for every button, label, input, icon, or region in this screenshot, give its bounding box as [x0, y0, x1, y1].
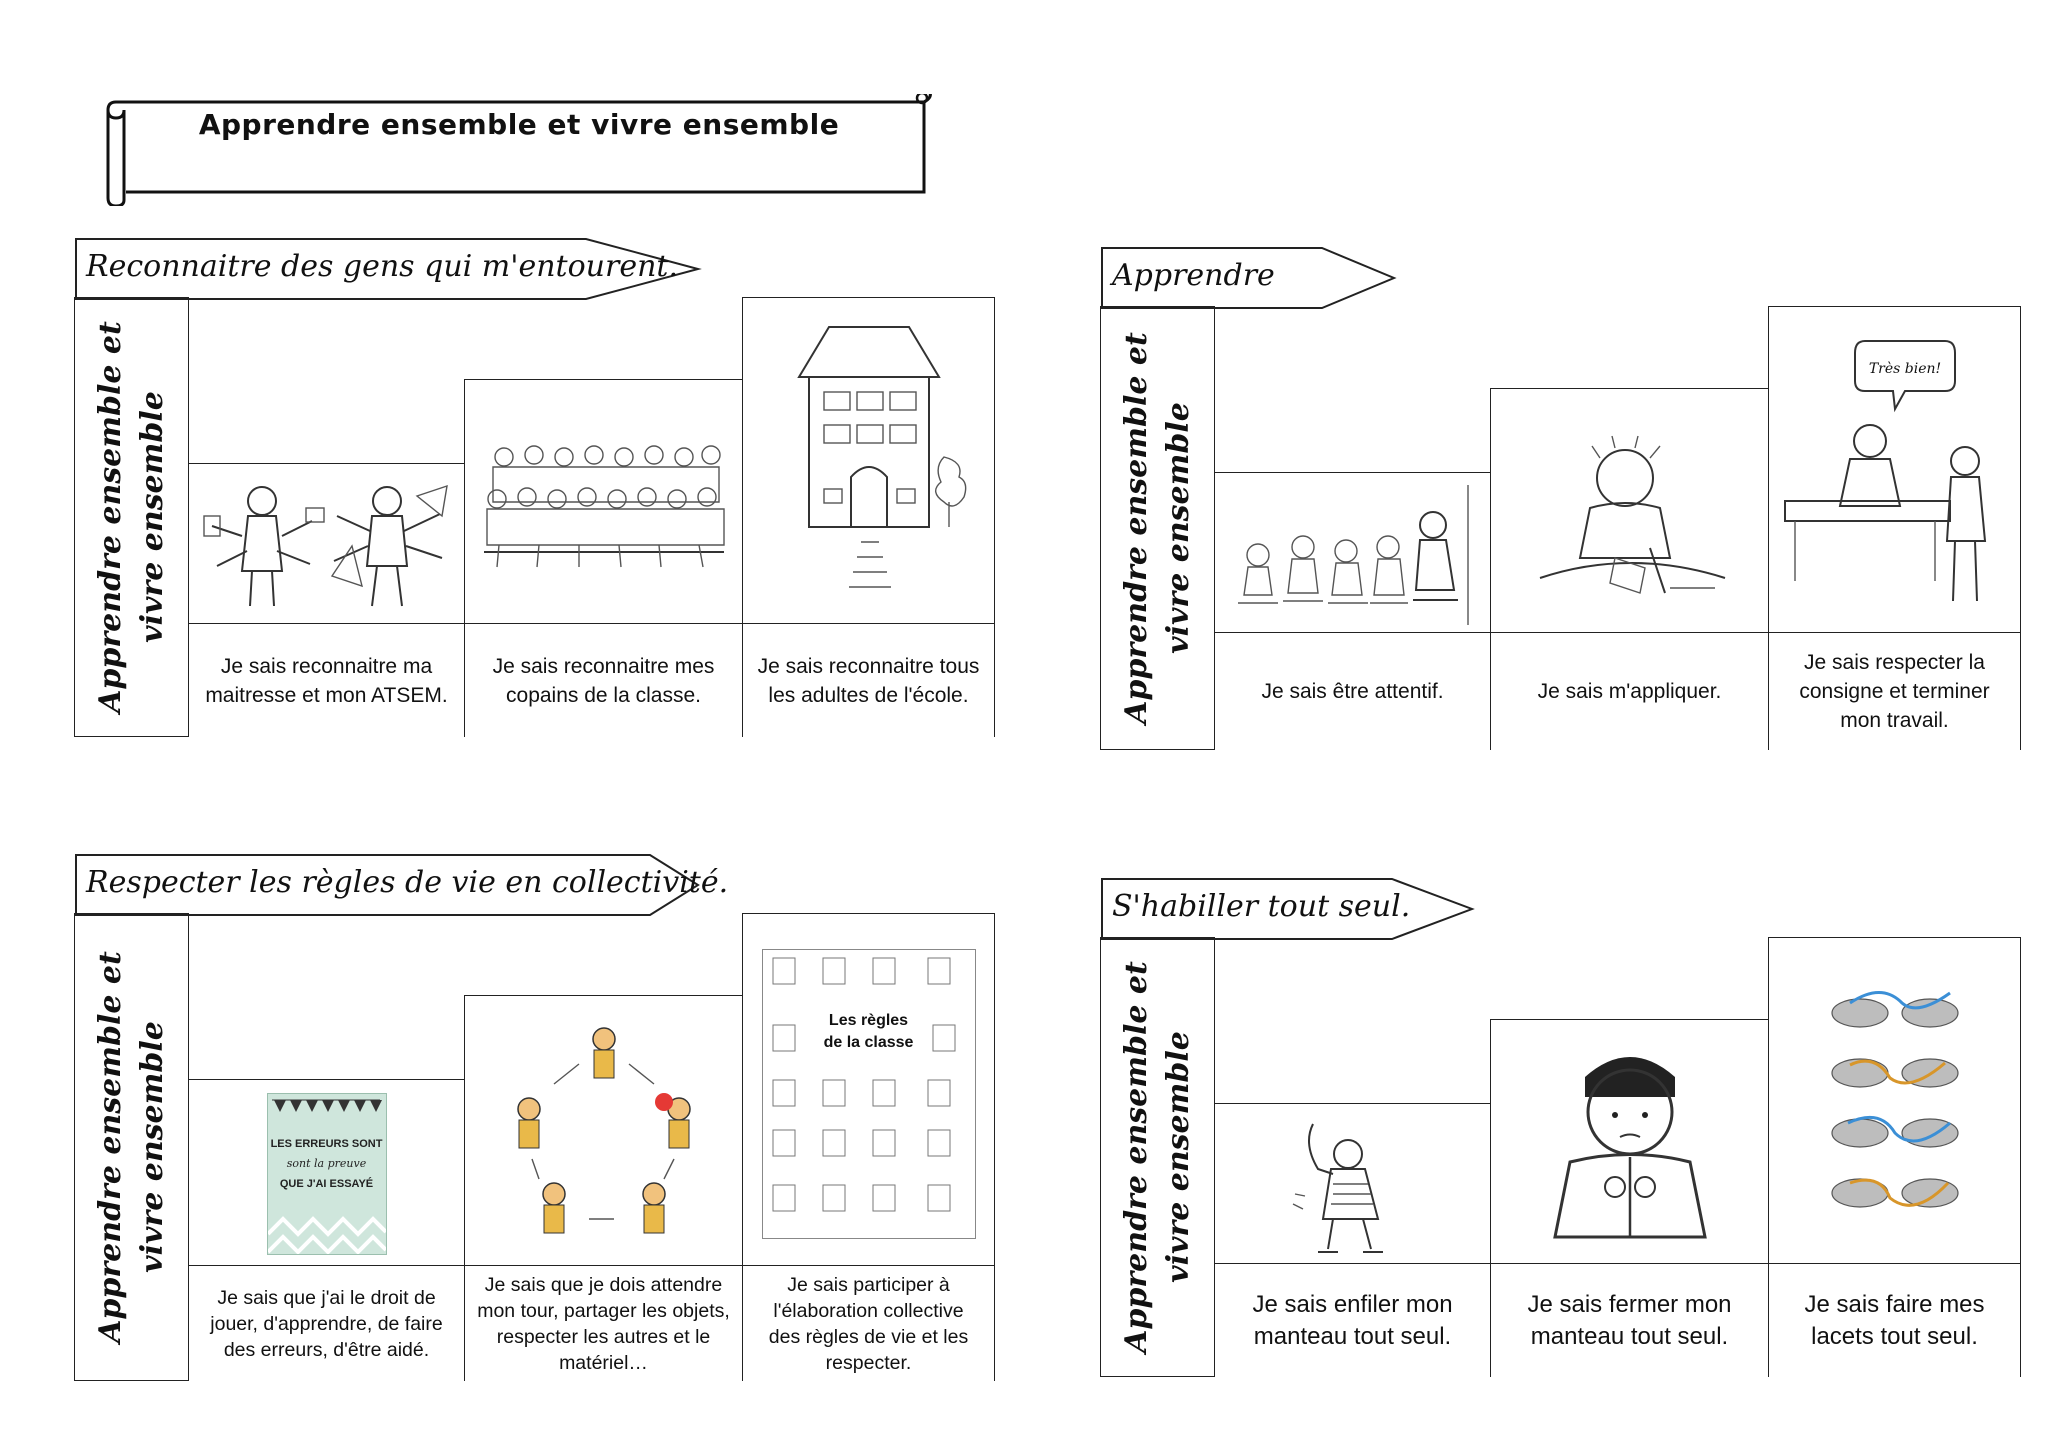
step-caption: Je sais reconnaitre mes copains de la classe. [465, 623, 742, 737]
side-label [75, 297, 189, 736]
attentive-children-illustration [1215, 481, 1490, 629]
section-regles [74, 853, 994, 1381]
section-label: Apprendre [1112, 258, 1275, 293]
step-3 [1768, 937, 2021, 1377]
step-3 [742, 913, 995, 1381]
teacher-praise-illustration [1769, 319, 2020, 623]
step-caption: Je sais reconnaitre tous les adultes de l'école. [743, 623, 994, 737]
school-building-illustration [743, 310, 994, 614]
steps-grid [74, 297, 994, 737]
step-2 [1490, 1019, 1768, 1377]
side-label-line1: Apprendre ensemble et [92, 321, 128, 713]
step-1 [1215, 472, 1490, 750]
mistakes-poster [189, 1090, 464, 1258]
section-habiller [1100, 877, 2020, 1377]
step-caption: Je sais respecter la consigne et terminer mon travail. [1769, 632, 2020, 750]
rules-poster-title-1: Les règles [828, 1012, 909, 1029]
step-2 [464, 379, 742, 737]
child-putting-on-coat-illustration [1215, 1112, 1490, 1260]
steps-grid [1100, 306, 2020, 750]
side-label-line2: vivre ensemble [1160, 402, 1196, 654]
step-1 [189, 463, 464, 737]
speech-bubble-text: Très bien! [1868, 361, 1941, 377]
poster-line-3: QUE J'AI ESSAYÉ [279, 1178, 374, 1190]
title-banner [104, 94, 934, 206]
side-label-line2: vivre ensemble [134, 1021, 170, 1273]
step-2 [1490, 388, 1768, 750]
side-label-line2: vivre ensemble [1160, 1031, 1196, 1283]
side-label [75, 913, 189, 1380]
step-caption: Je sais fermer mon manteau tout seul. [1491, 1263, 1768, 1377]
step-2 [464, 995, 742, 1381]
teachers-illustration [189, 472, 464, 620]
steps-grid [1100, 937, 2020, 1377]
side-label-line1: Apprendre ensemble et [1118, 961, 1154, 1353]
section-label: Respecter les règles de vie en collectivité. [86, 865, 729, 900]
child-writing-illustration [1491, 401, 1768, 625]
step-caption: Je sais reconnaitre ma maitresse et mon ATSEM. [189, 623, 464, 737]
page-title: Apprendre ensemble et vivre ensemble [198, 108, 840, 141]
section-label: S'habiller tout seul. [1112, 889, 1411, 924]
class-rules-poster [743, 928, 994, 1260]
side-label-line1: Apprendre ensemble et [92, 951, 128, 1343]
step-caption: Je sais faire mes lacets tout seul. [1769, 1263, 2020, 1377]
steps-grid [74, 913, 994, 1381]
section-apprendre [1100, 246, 2020, 750]
side-label [1101, 937, 1215, 1376]
shoelaces-illustration [1769, 958, 2020, 1248]
step-caption: Je sais être attentif. [1215, 632, 1490, 750]
poster-line-1: LES ERREURS SONT [270, 1138, 383, 1150]
classmates-illustration [465, 392, 742, 612]
turn-taking-cycle-illustration [465, 1006, 742, 1262]
side-label-line2: vivre ensemble [134, 391, 170, 643]
step-caption: Je sais participer à l'élaboration collective des règles de vie et les respecter. [743, 1265, 994, 1381]
step-caption: Je sais enfiler mon manteau tout seul. [1215, 1263, 1490, 1377]
rules-poster-title-2: de la classe [823, 1034, 914, 1051]
step-1 [1215, 1103, 1490, 1377]
step-caption: Je sais m'appliquer. [1491, 632, 1768, 750]
step-caption: Je sais que j'ai le droit de jouer, d'apprendre, de faire des erreurs, d'être aidé. [189, 1265, 464, 1381]
section-label: Reconnaitre des gens qui m'entourent. [86, 249, 678, 284]
step-3 [1768, 306, 2021, 750]
step-3 [742, 297, 995, 737]
poster-line-2: sont la preuve [286, 1157, 367, 1170]
step-1 [189, 1079, 464, 1381]
section-reconnaitre [74, 237, 994, 737]
step-caption: Je sais que je dois attendre mon tour, partager les objets, respecter les autres et le matériel… [465, 1265, 742, 1381]
child-zipping-coat-illustration [1491, 1032, 1768, 1252]
side-label [1101, 306, 1215, 749]
side-label-line1: Apprendre ensemble et [1118, 332, 1154, 724]
